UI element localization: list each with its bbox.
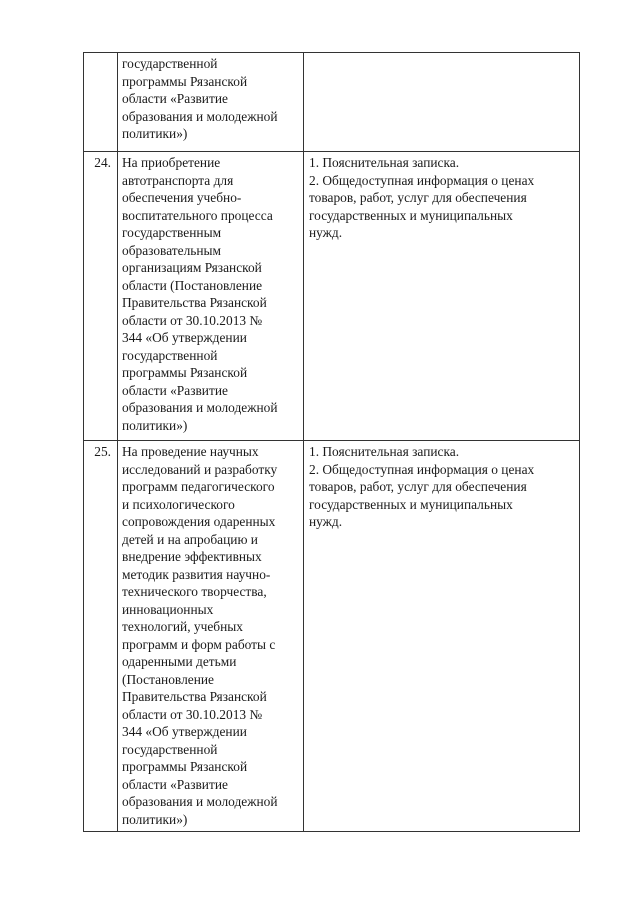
- row-number: [84, 53, 113, 55]
- documents-cell: [304, 53, 580, 152]
- row-description: государственной программы Рязанской области «Развитие образования и молодежной политики»): [122, 56, 278, 141]
- row-documents: 1. Пояснительная записка. 2. Общедоступная информация о ценах товаров, работ, услуг для обеспечения государственных и муниципальных нужд.: [309, 155, 535, 240]
- row-documents: 1. Пояснительная записка. 2. Общедоступная информация о ценах товаров, работ, услуг для обеспечения государственных и муниципальных нужд.: [309, 444, 535, 529]
- row-number-cell: [84, 53, 118, 152]
- row-number-cell: [84, 441, 118, 832]
- table-row-continuation: [84, 53, 580, 152]
- description-cell: [118, 441, 304, 832]
- table-row-25: [84, 441, 580, 832]
- row-description: На проведение научных исследований и разработку программ педагогического и психологического сопровождения одаренных детей и на апробацию и внедрение эффективных методик развития научно- технического творчества, инновационных технологий, учебных программ и форм работы с одаренными детьми (Постановление Правительства Рязанской области от 30.10.2013 № 344 «Об утверждении государственной программы Рязанской области «Развитие образования и молодежной политики»): [122, 444, 278, 827]
- documents-cell: [304, 152, 580, 441]
- row-description: На приобретение автотранспорта для обеспечения учебно- воспитательного процесса государственным образовательным организациям Рязанской области (Постановление Правительства Рязанской области от 30.10.2013 № 344 «Об утверждении государственной программы Рязанской области «Развитие образования и молодежной политики»): [122, 155, 278, 433]
- row-number: 25.: [94, 444, 111, 459]
- row-number: 24.: [94, 155, 111, 170]
- document-table: [83, 52, 580, 832]
- row-number-cell: [84, 152, 118, 441]
- description-cell: [118, 53, 304, 152]
- table-row-24: [84, 152, 580, 441]
- row-documents: [304, 53, 579, 58]
- description-cell: [118, 152, 304, 441]
- documents-cell: [304, 441, 580, 832]
